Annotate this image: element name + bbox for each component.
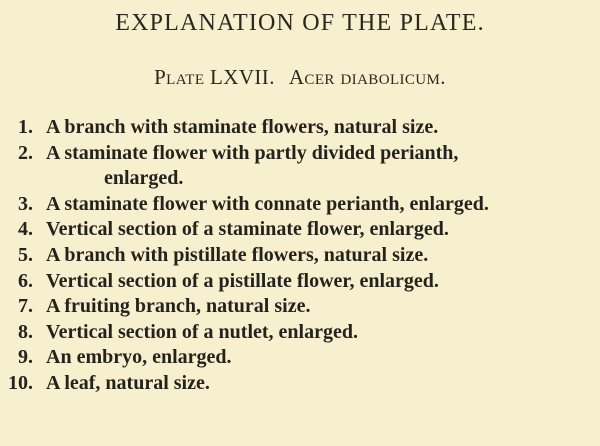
item-text: An embryo, enlarged. [46, 346, 232, 369]
item-text: A branch with staminate flowers, natural size. [46, 116, 439, 138]
item-number: 9. [18, 346, 33, 369]
list-item [0, 243, 600, 269]
item-text: Vertical section of a nutlet, enlarged. [46, 320, 358, 343]
item-text: A leaf, natural size. [46, 371, 210, 394]
list-item [0, 192, 600, 218]
item-text: A staminate flower with connate perianth, enlarged. [46, 192, 489, 215]
plate-explanation-list [0, 115, 600, 397]
item-number: 4. [18, 218, 33, 241]
list-item [0, 294, 600, 320]
plate-number: Plate LXVII. [154, 65, 275, 89]
item-continuation: enlarged. [104, 167, 184, 190]
list-item [0, 115, 600, 141]
list-item [0, 371, 600, 397]
item-number: 5. [18, 243, 33, 266]
item-number: 1. [18, 116, 33, 138]
item-number: 8. [18, 320, 33, 343]
list-item [0, 217, 600, 243]
list-item [0, 141, 600, 192]
item-text: A staminate flower with partly divided perianth, [46, 141, 459, 164]
list-item [0, 320, 600, 346]
item-text: Vertical section of a staminate flower, enlarged. [46, 218, 449, 241]
species-name: Acer diabolicum. [288, 65, 446, 89]
list-item [0, 345, 600, 371]
item-number: 7. [18, 295, 33, 318]
item-text: Vertical section of a pistillate flower, enlarged. [46, 269, 439, 292]
item-number: 10. [8, 371, 33, 394]
item-text: A fruiting branch, natural size. [46, 295, 311, 318]
item-number: 3. [18, 192, 33, 215]
item-text: A branch with pistillate flowers, natural size. [46, 243, 429, 266]
plate-heading [0, 64, 600, 90]
list-item [0, 269, 600, 295]
page-title: EXPLANATION OF THE PLATE. [115, 10, 485, 36]
item-number: 2. [18, 141, 33, 164]
item-number: 6. [18, 269, 33, 292]
